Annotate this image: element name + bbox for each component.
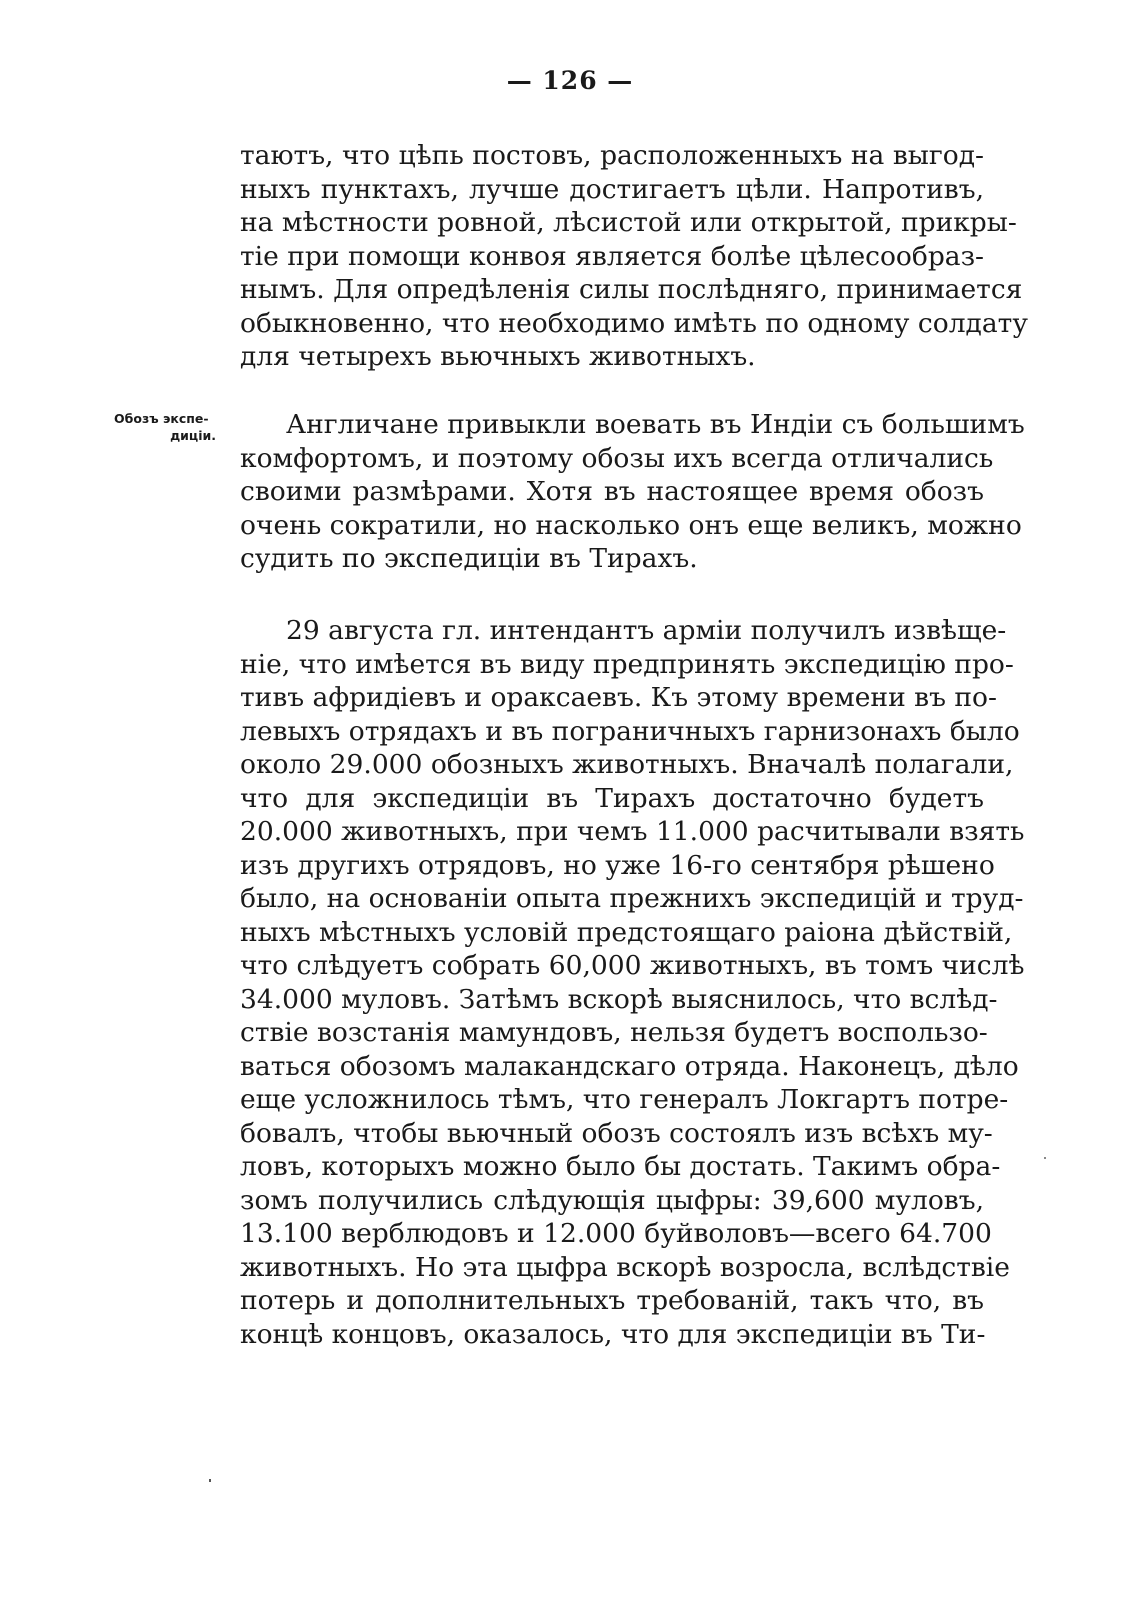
text-line: тіе при помощи конвоя является болѣе цѣлесообраз- — [240, 240, 984, 272]
text-line: на мѣстности ровной, лѣсистой или открытой, прикры- — [240, 207, 1017, 238]
text-line: обыкновенно, что необходимо имѣть по одному солдату — [240, 307, 1028, 339]
text-line: 20.000 животныхъ, при чемъ 11.000 расчитывали взять — [240, 816, 1025, 847]
text-line: Англичане привыкли воевать въ Индіи съ большимъ — [286, 409, 1025, 440]
text-line: изъ другихъ отрядовъ, но уже 16-го сентября рѣшено — [240, 849, 995, 881]
text-line: 29 августа гл. интендантъ арміи получилъ извѣще- — [286, 615, 1007, 646]
margin-note-line: диціи. — [170, 428, 216, 443]
text-line: еще усложнилось тѣмъ, что генералъ Локгартъ потре- — [240, 1084, 1009, 1115]
text-line: для четырехъ вьючныхъ животныхъ. — [240, 341, 756, 372]
text-line: около 29.000 обозныхъ животныхъ. Вначалѣ полагали, — [240, 749, 1014, 780]
text-line: ствіе возстанія мамундовъ, нельзя будетъ воспользо- — [240, 1017, 988, 1048]
text-line: что слѣдуетъ собрать 60,000 животныхъ, въ томъ числѣ — [240, 950, 1025, 981]
text-line: ваться обозомъ малакандскаго отряда. Наконецъ, дѣло — [240, 1050, 1019, 1082]
text-line: потерь и дополнительныхъ требованій, такъ что, въ — [240, 1285, 984, 1316]
text-line: ловъ, которыхъ можно было бы достать. Такимъ обра- — [240, 1151, 1001, 1182]
paragraph-august-29 — [240, 614, 1025, 1351]
text-line: 13.100 верблюдовъ и 12.000 буйволовъ—всего 64.700 — [240, 1218, 992, 1249]
text-line: ныхъ пунктахъ, лучше достигаетъ цѣли. Напротивъ, — [240, 173, 984, 205]
text-line: что для экспедиціи въ Тирахъ достаточно будетъ — [240, 782, 984, 814]
text-line: судить по экспедиціи въ Тирахъ. — [240, 543, 698, 574]
margin-note — [114, 410, 238, 444]
text-line: нымъ. Для опредѣленія силы послѣдняго, принимается — [240, 274, 1023, 305]
text-line: бовалъ, чтобы вьючный обозъ состоялъ изъ всѣхъ му- — [240, 1117, 993, 1149]
text-line: зомъ получились слѣдующія цыфры: 39,600 муловъ, — [240, 1184, 984, 1216]
text-line: очень сократили, но насколько онъ еще великъ, можно — [240, 509, 1022, 541]
page-number: — 126 — — [506, 66, 634, 95]
text-line: было, на основаніи опыта прежнихъ экспедицій и труд- — [240, 883, 1024, 914]
text-line: ныхъ мѣстныхъ условій предстоящаго раіона дѣйствій, — [240, 916, 1013, 948]
text-line: животныхъ. Но эта цыфра вскорѣ возросла, вслѣдствіе — [240, 1251, 1010, 1283]
scan-speck — [1044, 1157, 1046, 1159]
text-line: своими размѣрами. Хотя въ настоящее время обозъ — [240, 476, 984, 507]
margin-note-line: Обозъ экспе- — [114, 411, 209, 426]
text-line: тивъ афридіевъ и ораксаевъ. Къ этому времени въ по- — [240, 682, 997, 713]
scan-speck — [209, 1479, 211, 1482]
text-line: левыхъ отрядахъ и въ пограничныхъ гарнизонахъ было — [240, 715, 1020, 747]
paragraph-expedition-train — [240, 408, 1025, 576]
text-line: ніе, что имѣется въ виду предпринять экспедицію про- — [240, 648, 1014, 680]
paragraph-continuation — [240, 139, 1028, 374]
text-line: таютъ, что цѣпь постовъ, расположенныхъ на выгод- — [240, 140, 984, 171]
text-line: 34.000 муловъ. Затѣмъ вскорѣ выяснилось, что вслѣд- — [240, 983, 998, 1015]
text-line: комфортомъ, и поэтому обозы ихъ всегда отличались — [240, 442, 994, 474]
text-line: концѣ концовъ, оказалось, что для экспедиціи въ Ти- — [240, 1318, 986, 1350]
